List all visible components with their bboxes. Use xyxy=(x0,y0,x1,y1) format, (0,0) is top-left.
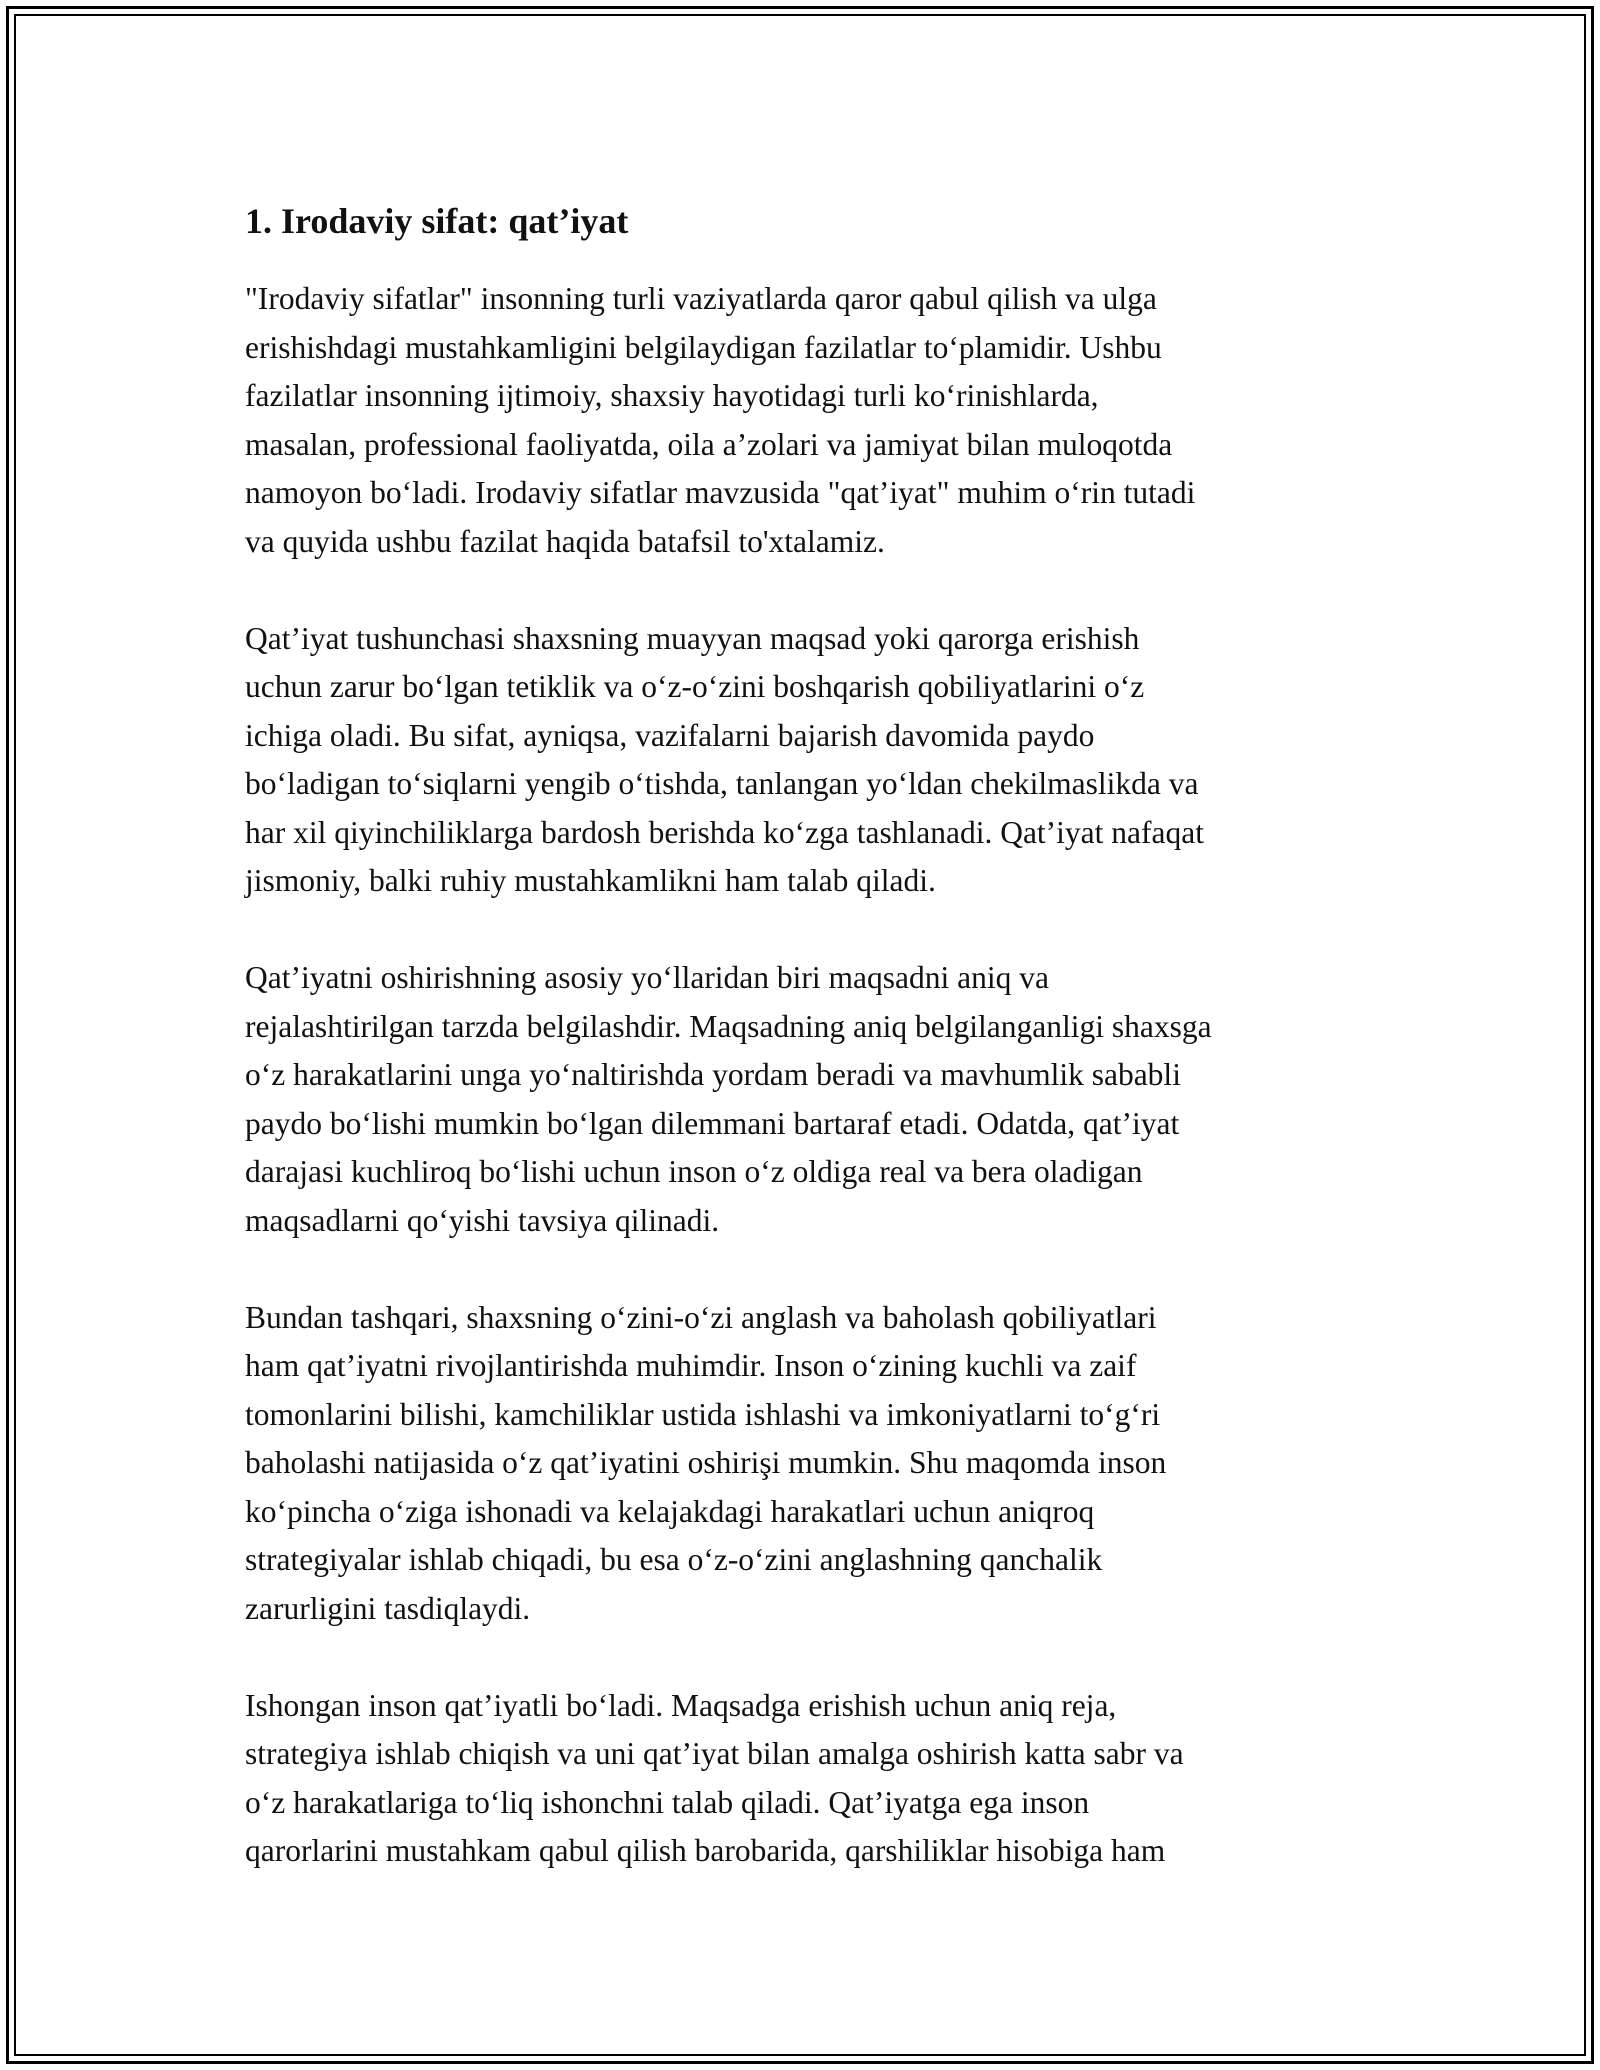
text-line: jismoniy, balki ruhiy mustahkamlikni ham talab qiladi. xyxy=(245,863,936,898)
text-line: ichiga oladi. Bu sifat, ayniqsa, vazifalarni bajarish davomida paydo xyxy=(245,717,1095,753)
text-line: qarorlarini mustahkam qabul qilish barobarida, qarshiliklar hisobiga ham xyxy=(245,1833,1166,1868)
text-line: maqsadlarni qo‘yishi tavsiya qilinadi. xyxy=(245,1202,720,1238)
text-line: strategiyalar ishlab chiqadi, bu esa o‘z-o‘zini anglashning qanchalik xyxy=(245,1542,1103,1577)
text-line: har xil qiyinchiliklarga bardosh berishda ko‘zga tashlanadi. Qat’iyat nafaqat xyxy=(245,814,1204,850)
paragraph xyxy=(245,1294,1375,1634)
text-line: namoyon bo‘ladi. Irodaviy sifatlar mavzusida "qat’iyat" muhim o‘rin tutadi xyxy=(245,475,1196,510)
text-line: o‘z harakatlarini unga yo‘naltirishda yordam beradi va mavhumlik sababli xyxy=(245,1057,1181,1092)
text-line: va quyida ushbu fazilat haqida batafsil to'xtalamiz. xyxy=(245,523,885,559)
text-line: zarurligini tasdiqlaydi. xyxy=(245,1590,531,1626)
text-line: o‘z harakatlariga to‘liq ishonchni talab qiladi. Qat’iyatga ega inson xyxy=(245,1784,1090,1820)
paragraph xyxy=(245,954,1375,1245)
text-line: Qat’iyat tushunchasi shaxsning muayyan maqsad yoki qarorga erishish xyxy=(245,620,1140,656)
text-line: "Irodaviy sifatlar" insonning turli vaziyatlarda qaror qabul qilish va ulga xyxy=(245,281,1157,316)
text-line: baholashi natijasida o‘z qat’iyatini oshirişi mumkin. Shu maqomda inson xyxy=(245,1445,1167,1480)
text-line: ko‘pincha o‘ziga ishonadi va kelajakdagi harakatlari uchun aniqroq xyxy=(245,1493,1095,1529)
text-line: Qat’iyatni oshirishning asosiy yo‘llaridan biri maqsadni aniq va xyxy=(245,960,1049,995)
text-line: strategiya ishlab chiqish va uni qat’iyat bilan amalga oshirish katta sabr va xyxy=(245,1736,1184,1771)
text-line: fazilatlar insonning ijtimoiy, shaxsiy hayotidagi turli ko‘rinishlarda, xyxy=(245,378,1099,413)
text-line: paydo bo‘lishi mumkin bo‘lgan dilemmani bartaraf etadi. Odatda, qat’iyat xyxy=(245,1105,1180,1141)
text-line: bo‘ladigan to‘siqlarni yengib o‘tishda, tanlangan yo‘ldan chekilmaslikda va xyxy=(245,766,1199,801)
text-line: rejalashtirilgan tarzda belgilashdir. Maqsadning aniq belgilanganligi shaxsga xyxy=(245,1008,1212,1044)
paragraph xyxy=(245,275,1375,566)
document-content xyxy=(245,195,1375,1924)
page-frame xyxy=(6,6,1594,2064)
text-line: ham qat’iyatni rivojlantirishda muhimdir. Inson o‘zining kuchli va zaif xyxy=(245,1348,1137,1383)
text-line: tomonlarini bilishi, kamchiliklar ustida ishlashi va imkoniyatlarni to‘g‘ri xyxy=(245,1396,1161,1432)
text-line: Bundan tashqari, shaxsning o‘zini-o‘zi anglash va baholash qobiliyatlari xyxy=(245,1299,1157,1335)
text-line: darajasi kuchliroq bo‘lishi uchun inson o‘z oldiga real va bera oladigan xyxy=(245,1154,1143,1189)
paragraph xyxy=(245,615,1375,906)
text-line: masalan, professional faoliyatda, oila a’zolari va jamiyat bilan muloqotda xyxy=(245,426,1173,462)
text-line: uchun zarur bo‘lgan tetiklik va o‘z-o‘zini boshqarish qobiliyatlarini o‘z xyxy=(245,669,1145,704)
section-heading: 1. Irodaviy sifat: qat’iyat xyxy=(245,201,629,241)
paragraph xyxy=(245,1682,1375,1876)
text-line: erishishdagi mustahkamligini belgilaydigan fazilatlar to‘plamidir. Ushbu xyxy=(245,329,1162,365)
text-line: Ishongan inson qat’iyatli bo‘ladi. Maqsadga erishish uchun aniq reja, xyxy=(245,1687,1117,1723)
